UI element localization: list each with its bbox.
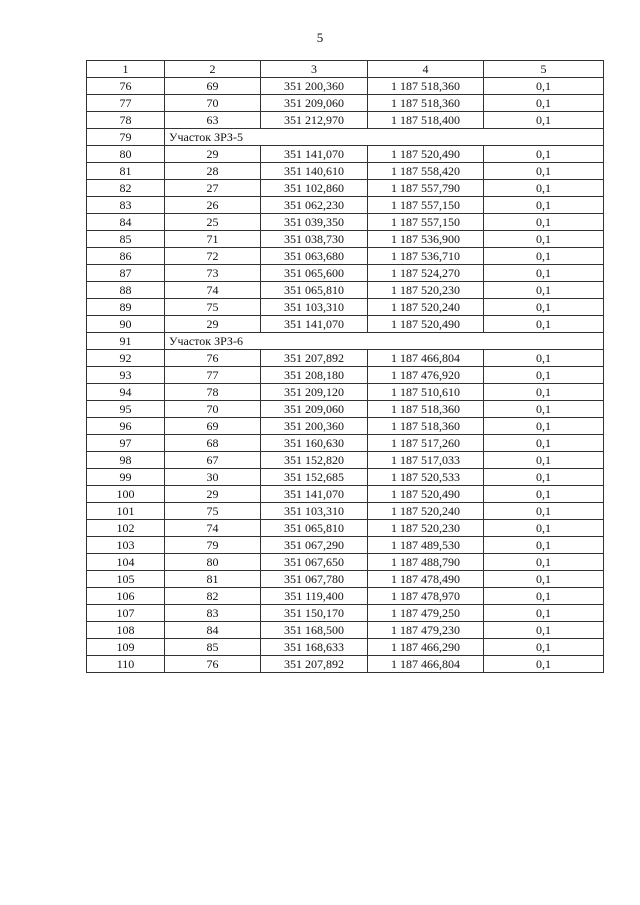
x-coordinate-cell: 351 207,892 bbox=[261, 656, 368, 673]
point-number-cell: 76 bbox=[165, 350, 261, 367]
table-row bbox=[87, 163, 604, 180]
accuracy-cell: 0,1 bbox=[484, 520, 604, 537]
table-row bbox=[87, 537, 604, 554]
table-row bbox=[87, 299, 604, 316]
accuracy-cell: 0,1 bbox=[484, 656, 604, 673]
page-number: 5 bbox=[316, 30, 324, 45]
table-row bbox=[87, 231, 604, 248]
row-number-cell: 77 bbox=[87, 95, 165, 112]
x-coordinate-cell: 351 160,630 bbox=[261, 435, 368, 452]
y-coordinate-cell: 1 187 488,790 bbox=[368, 554, 484, 571]
point-number-cell: 82 bbox=[165, 588, 261, 605]
header-cell: 1 bbox=[87, 61, 165, 78]
row-number-cell: 89 bbox=[87, 299, 165, 316]
x-coordinate-cell: 351 067,650 bbox=[261, 554, 368, 571]
y-coordinate-cell: 1 187 466,804 bbox=[368, 350, 484, 367]
point-number-cell: 84 bbox=[165, 622, 261, 639]
point-number-cell: 85 bbox=[165, 639, 261, 656]
point-number-cell: 76 bbox=[165, 656, 261, 673]
section-title: Участок ЗРЗ-6 bbox=[165, 333, 604, 350]
table-row bbox=[87, 265, 604, 282]
table-row bbox=[87, 282, 604, 299]
table-row bbox=[87, 197, 604, 214]
accuracy-cell: 0,1 bbox=[484, 299, 604, 316]
row-number-cell: 102 bbox=[87, 520, 165, 537]
x-coordinate-cell: 351 152,685 bbox=[261, 469, 368, 486]
row-number-cell: 109 bbox=[87, 639, 165, 656]
row-number-cell: 90 bbox=[87, 316, 165, 333]
y-coordinate-cell: 1 187 518,360 bbox=[368, 401, 484, 418]
accuracy-cell: 0,1 bbox=[484, 554, 604, 571]
x-coordinate-cell: 351 168,500 bbox=[261, 622, 368, 639]
table-row bbox=[87, 180, 604, 197]
y-coordinate-cell: 1 187 518,360 bbox=[368, 418, 484, 435]
x-coordinate-cell: 351 141,070 bbox=[261, 486, 368, 503]
accuracy-cell: 0,1 bbox=[484, 112, 604, 129]
header-cell: 2 bbox=[165, 61, 261, 78]
row-number-cell: 83 bbox=[87, 197, 165, 214]
row-number-cell: 88 bbox=[87, 282, 165, 299]
table-row bbox=[87, 350, 604, 367]
y-coordinate-cell: 1 187 536,900 bbox=[368, 231, 484, 248]
y-coordinate-cell: 1 187 557,150 bbox=[368, 214, 484, 231]
table-row bbox=[87, 367, 604, 384]
x-coordinate-cell: 351 103,310 bbox=[261, 299, 368, 316]
point-number-cell: 29 bbox=[165, 146, 261, 163]
accuracy-cell: 0,1 bbox=[484, 265, 604, 282]
y-coordinate-cell: 1 187 517,033 bbox=[368, 452, 484, 469]
table-row bbox=[87, 435, 604, 452]
accuracy-cell: 0,1 bbox=[484, 214, 604, 231]
accuracy-cell: 0,1 bbox=[484, 231, 604, 248]
x-coordinate-cell: 351 141,070 bbox=[261, 146, 368, 163]
x-coordinate-cell: 351 065,810 bbox=[261, 520, 368, 537]
row-number-cell: 108 bbox=[87, 622, 165, 639]
row-number-cell: 98 bbox=[87, 452, 165, 469]
table-row bbox=[87, 112, 604, 129]
point-number-cell: 70 bbox=[165, 95, 261, 112]
y-coordinate-cell: 1 187 476,920 bbox=[368, 367, 484, 384]
accuracy-cell: 0,1 bbox=[484, 452, 604, 469]
table-row bbox=[87, 401, 604, 418]
table-row bbox=[87, 503, 604, 520]
x-coordinate-cell: 351 208,180 bbox=[261, 367, 368, 384]
y-coordinate-cell: 1 187 520,533 bbox=[368, 469, 484, 486]
row-number-cell: 107 bbox=[87, 605, 165, 622]
y-coordinate-cell: 1 187 520,490 bbox=[368, 146, 484, 163]
x-coordinate-cell: 351 141,070 bbox=[261, 316, 368, 333]
table-row bbox=[87, 78, 604, 95]
row-number-cell: 93 bbox=[87, 367, 165, 384]
accuracy-cell: 0,1 bbox=[484, 95, 604, 112]
table-row bbox=[87, 248, 604, 265]
x-coordinate-cell: 351 152,820 bbox=[261, 452, 368, 469]
header-cell: 4 bbox=[368, 61, 484, 78]
table-row bbox=[87, 588, 604, 605]
y-coordinate-cell: 1 187 557,790 bbox=[368, 180, 484, 197]
accuracy-cell: 0,1 bbox=[484, 282, 604, 299]
row-number-cell: 106 bbox=[87, 588, 165, 605]
x-coordinate-cell: 351 200,360 bbox=[261, 78, 368, 95]
accuracy-cell: 0,1 bbox=[484, 248, 604, 265]
accuracy-cell: 0,1 bbox=[484, 503, 604, 520]
point-number-cell: 81 bbox=[165, 571, 261, 588]
table-row bbox=[87, 469, 604, 486]
point-number-cell: 70 bbox=[165, 401, 261, 418]
x-coordinate-cell: 351 209,120 bbox=[261, 384, 368, 401]
accuracy-cell: 0,1 bbox=[484, 384, 604, 401]
y-coordinate-cell: 1 187 520,230 bbox=[368, 520, 484, 537]
x-coordinate-cell: 351 063,680 bbox=[261, 248, 368, 265]
accuracy-cell: 0,1 bbox=[484, 486, 604, 503]
table-row bbox=[87, 639, 604, 656]
y-coordinate-cell: 1 187 520,490 bbox=[368, 486, 484, 503]
point-number-cell: 63 bbox=[165, 112, 261, 129]
x-coordinate-cell: 351 209,060 bbox=[261, 95, 368, 112]
x-coordinate-cell: 351 102,860 bbox=[261, 180, 368, 197]
row-number-cell: 100 bbox=[87, 486, 165, 503]
row-number-cell: 82 bbox=[87, 180, 165, 197]
accuracy-cell: 0,1 bbox=[484, 588, 604, 605]
coordinates-table bbox=[86, 60, 604, 673]
table-body bbox=[87, 78, 604, 673]
x-coordinate-cell: 351 209,060 bbox=[261, 401, 368, 418]
accuracy-cell: 0,1 bbox=[484, 367, 604, 384]
row-number-cell: 87 bbox=[87, 265, 165, 282]
x-coordinate-cell: 351 067,290 bbox=[261, 537, 368, 554]
table-row bbox=[87, 418, 604, 435]
row-number-cell: 84 bbox=[87, 214, 165, 231]
accuracy-cell: 0,1 bbox=[484, 350, 604, 367]
point-number-cell: 74 bbox=[165, 520, 261, 537]
accuracy-cell: 0,1 bbox=[484, 537, 604, 554]
accuracy-cell: 0,1 bbox=[484, 435, 604, 452]
x-coordinate-cell: 351 168,633 bbox=[261, 639, 368, 656]
section-row bbox=[87, 333, 604, 350]
point-number-cell: 26 bbox=[165, 197, 261, 214]
x-coordinate-cell: 351 065,810 bbox=[261, 282, 368, 299]
accuracy-cell: 0,1 bbox=[484, 571, 604, 588]
point-number-cell: 29 bbox=[165, 316, 261, 333]
point-number-cell: 69 bbox=[165, 418, 261, 435]
accuracy-cell: 0,1 bbox=[484, 316, 604, 333]
y-coordinate-cell: 1 187 557,150 bbox=[368, 197, 484, 214]
row-number-cell: 104 bbox=[87, 554, 165, 571]
accuracy-cell: 0,1 bbox=[484, 197, 604, 214]
table-row bbox=[87, 146, 604, 163]
row-number-cell: 81 bbox=[87, 163, 165, 180]
point-number-cell: 29 bbox=[165, 486, 261, 503]
y-coordinate-cell: 1 187 520,230 bbox=[368, 282, 484, 299]
point-number-cell: 79 bbox=[165, 537, 261, 554]
table-row bbox=[87, 622, 604, 639]
row-number-cell: 80 bbox=[87, 146, 165, 163]
table-row bbox=[87, 452, 604, 469]
y-coordinate-cell: 1 187 524,270 bbox=[368, 265, 484, 282]
y-coordinate-cell: 1 187 466,804 bbox=[368, 656, 484, 673]
y-coordinate-cell: 1 187 489,530 bbox=[368, 537, 484, 554]
x-coordinate-cell: 351 065,600 bbox=[261, 265, 368, 282]
point-number-cell: 68 bbox=[165, 435, 261, 452]
y-coordinate-cell: 1 187 517,260 bbox=[368, 435, 484, 452]
x-coordinate-cell: 351 212,970 bbox=[261, 112, 368, 129]
accuracy-cell: 0,1 bbox=[484, 78, 604, 95]
accuracy-cell: 0,1 bbox=[484, 180, 604, 197]
point-number-cell: 75 bbox=[165, 299, 261, 316]
x-coordinate-cell: 351 200,360 bbox=[261, 418, 368, 435]
row-number-cell: 94 bbox=[87, 384, 165, 401]
table-row bbox=[87, 605, 604, 622]
y-coordinate-cell: 1 187 479,230 bbox=[368, 622, 484, 639]
y-coordinate-cell: 1 187 520,240 bbox=[368, 299, 484, 316]
x-coordinate-cell: 351 038,730 bbox=[261, 231, 368, 248]
point-number-cell: 75 bbox=[165, 503, 261, 520]
accuracy-cell: 0,1 bbox=[484, 146, 604, 163]
x-coordinate-cell: 351 119,400 bbox=[261, 588, 368, 605]
point-number-cell: 83 bbox=[165, 605, 261, 622]
accuracy-cell: 0,1 bbox=[484, 639, 604, 656]
row-number-cell: 92 bbox=[87, 350, 165, 367]
point-number-cell: 71 bbox=[165, 231, 261, 248]
table-row bbox=[87, 656, 604, 673]
x-coordinate-cell: 351 207,892 bbox=[261, 350, 368, 367]
y-coordinate-cell: 1 187 520,240 bbox=[368, 503, 484, 520]
y-coordinate-cell: 1 187 479,250 bbox=[368, 605, 484, 622]
row-number-cell: 103 bbox=[87, 537, 165, 554]
y-coordinate-cell: 1 187 478,490 bbox=[368, 571, 484, 588]
x-coordinate-cell: 351 150,170 bbox=[261, 605, 368, 622]
y-coordinate-cell: 1 187 466,290 bbox=[368, 639, 484, 656]
point-number-cell: 80 bbox=[165, 554, 261, 571]
table-row bbox=[87, 486, 604, 503]
y-coordinate-cell: 1 187 510,610 bbox=[368, 384, 484, 401]
point-number-cell: 72 bbox=[165, 248, 261, 265]
row-number-cell: 78 bbox=[87, 112, 165, 129]
accuracy-cell: 0,1 bbox=[484, 469, 604, 486]
table-row bbox=[87, 214, 604, 231]
point-number-cell: 69 bbox=[165, 78, 261, 95]
table-row bbox=[87, 520, 604, 537]
row-number-cell: 85 bbox=[87, 231, 165, 248]
y-coordinate-cell: 1 187 518,400 bbox=[368, 112, 484, 129]
point-number-cell: 77 bbox=[165, 367, 261, 384]
table-row bbox=[87, 384, 604, 401]
x-coordinate-cell: 351 103,310 bbox=[261, 503, 368, 520]
section-row bbox=[87, 129, 604, 146]
point-number-cell: 30 bbox=[165, 469, 261, 486]
accuracy-cell: 0,1 bbox=[484, 622, 604, 639]
x-coordinate-cell: 351 140,610 bbox=[261, 163, 368, 180]
row-number-cell: 95 bbox=[87, 401, 165, 418]
point-number-cell: 27 bbox=[165, 180, 261, 197]
row-number-cell: 99 bbox=[87, 469, 165, 486]
point-number-cell: 78 bbox=[165, 384, 261, 401]
y-coordinate-cell: 1 187 558,420 bbox=[368, 163, 484, 180]
point-number-cell: 67 bbox=[165, 452, 261, 469]
row-number-cell: 96 bbox=[87, 418, 165, 435]
row-number-cell: 79 bbox=[87, 129, 165, 146]
accuracy-cell: 0,1 bbox=[484, 401, 604, 418]
row-number-cell: 110 bbox=[87, 656, 165, 673]
table-row bbox=[87, 554, 604, 571]
table-row bbox=[87, 571, 604, 588]
accuracy-cell: 0,1 bbox=[484, 605, 604, 622]
table-row bbox=[87, 95, 604, 112]
accuracy-cell: 0,1 bbox=[484, 163, 604, 180]
section-title: Участок ЗРЗ-5 bbox=[165, 129, 604, 146]
y-coordinate-cell: 1 187 520,490 bbox=[368, 316, 484, 333]
point-number-cell: 74 bbox=[165, 282, 261, 299]
table-row bbox=[87, 316, 604, 333]
row-number-cell: 101 bbox=[87, 503, 165, 520]
table-header-row bbox=[87, 61, 604, 78]
accuracy-cell: 0,1 bbox=[484, 418, 604, 435]
y-coordinate-cell: 1 187 478,970 bbox=[368, 588, 484, 605]
row-number-cell: 105 bbox=[87, 571, 165, 588]
header-cell: 3 bbox=[261, 61, 368, 78]
header-cell: 5 bbox=[484, 61, 604, 78]
y-coordinate-cell: 1 187 518,360 bbox=[368, 95, 484, 112]
point-number-cell: 28 bbox=[165, 163, 261, 180]
x-coordinate-cell: 351 039,350 bbox=[261, 214, 368, 231]
row-number-cell: 91 bbox=[87, 333, 165, 350]
x-coordinate-cell: 351 067,780 bbox=[261, 571, 368, 588]
y-coordinate-cell: 1 187 536,710 bbox=[368, 248, 484, 265]
row-number-cell: 76 bbox=[87, 78, 165, 95]
point-number-cell: 73 bbox=[165, 265, 261, 282]
point-number-cell: 25 bbox=[165, 214, 261, 231]
row-number-cell: 97 bbox=[87, 435, 165, 452]
row-number-cell: 86 bbox=[87, 248, 165, 265]
y-coordinate-cell: 1 187 518,360 bbox=[368, 78, 484, 95]
x-coordinate-cell: 351 062,230 bbox=[261, 197, 368, 214]
